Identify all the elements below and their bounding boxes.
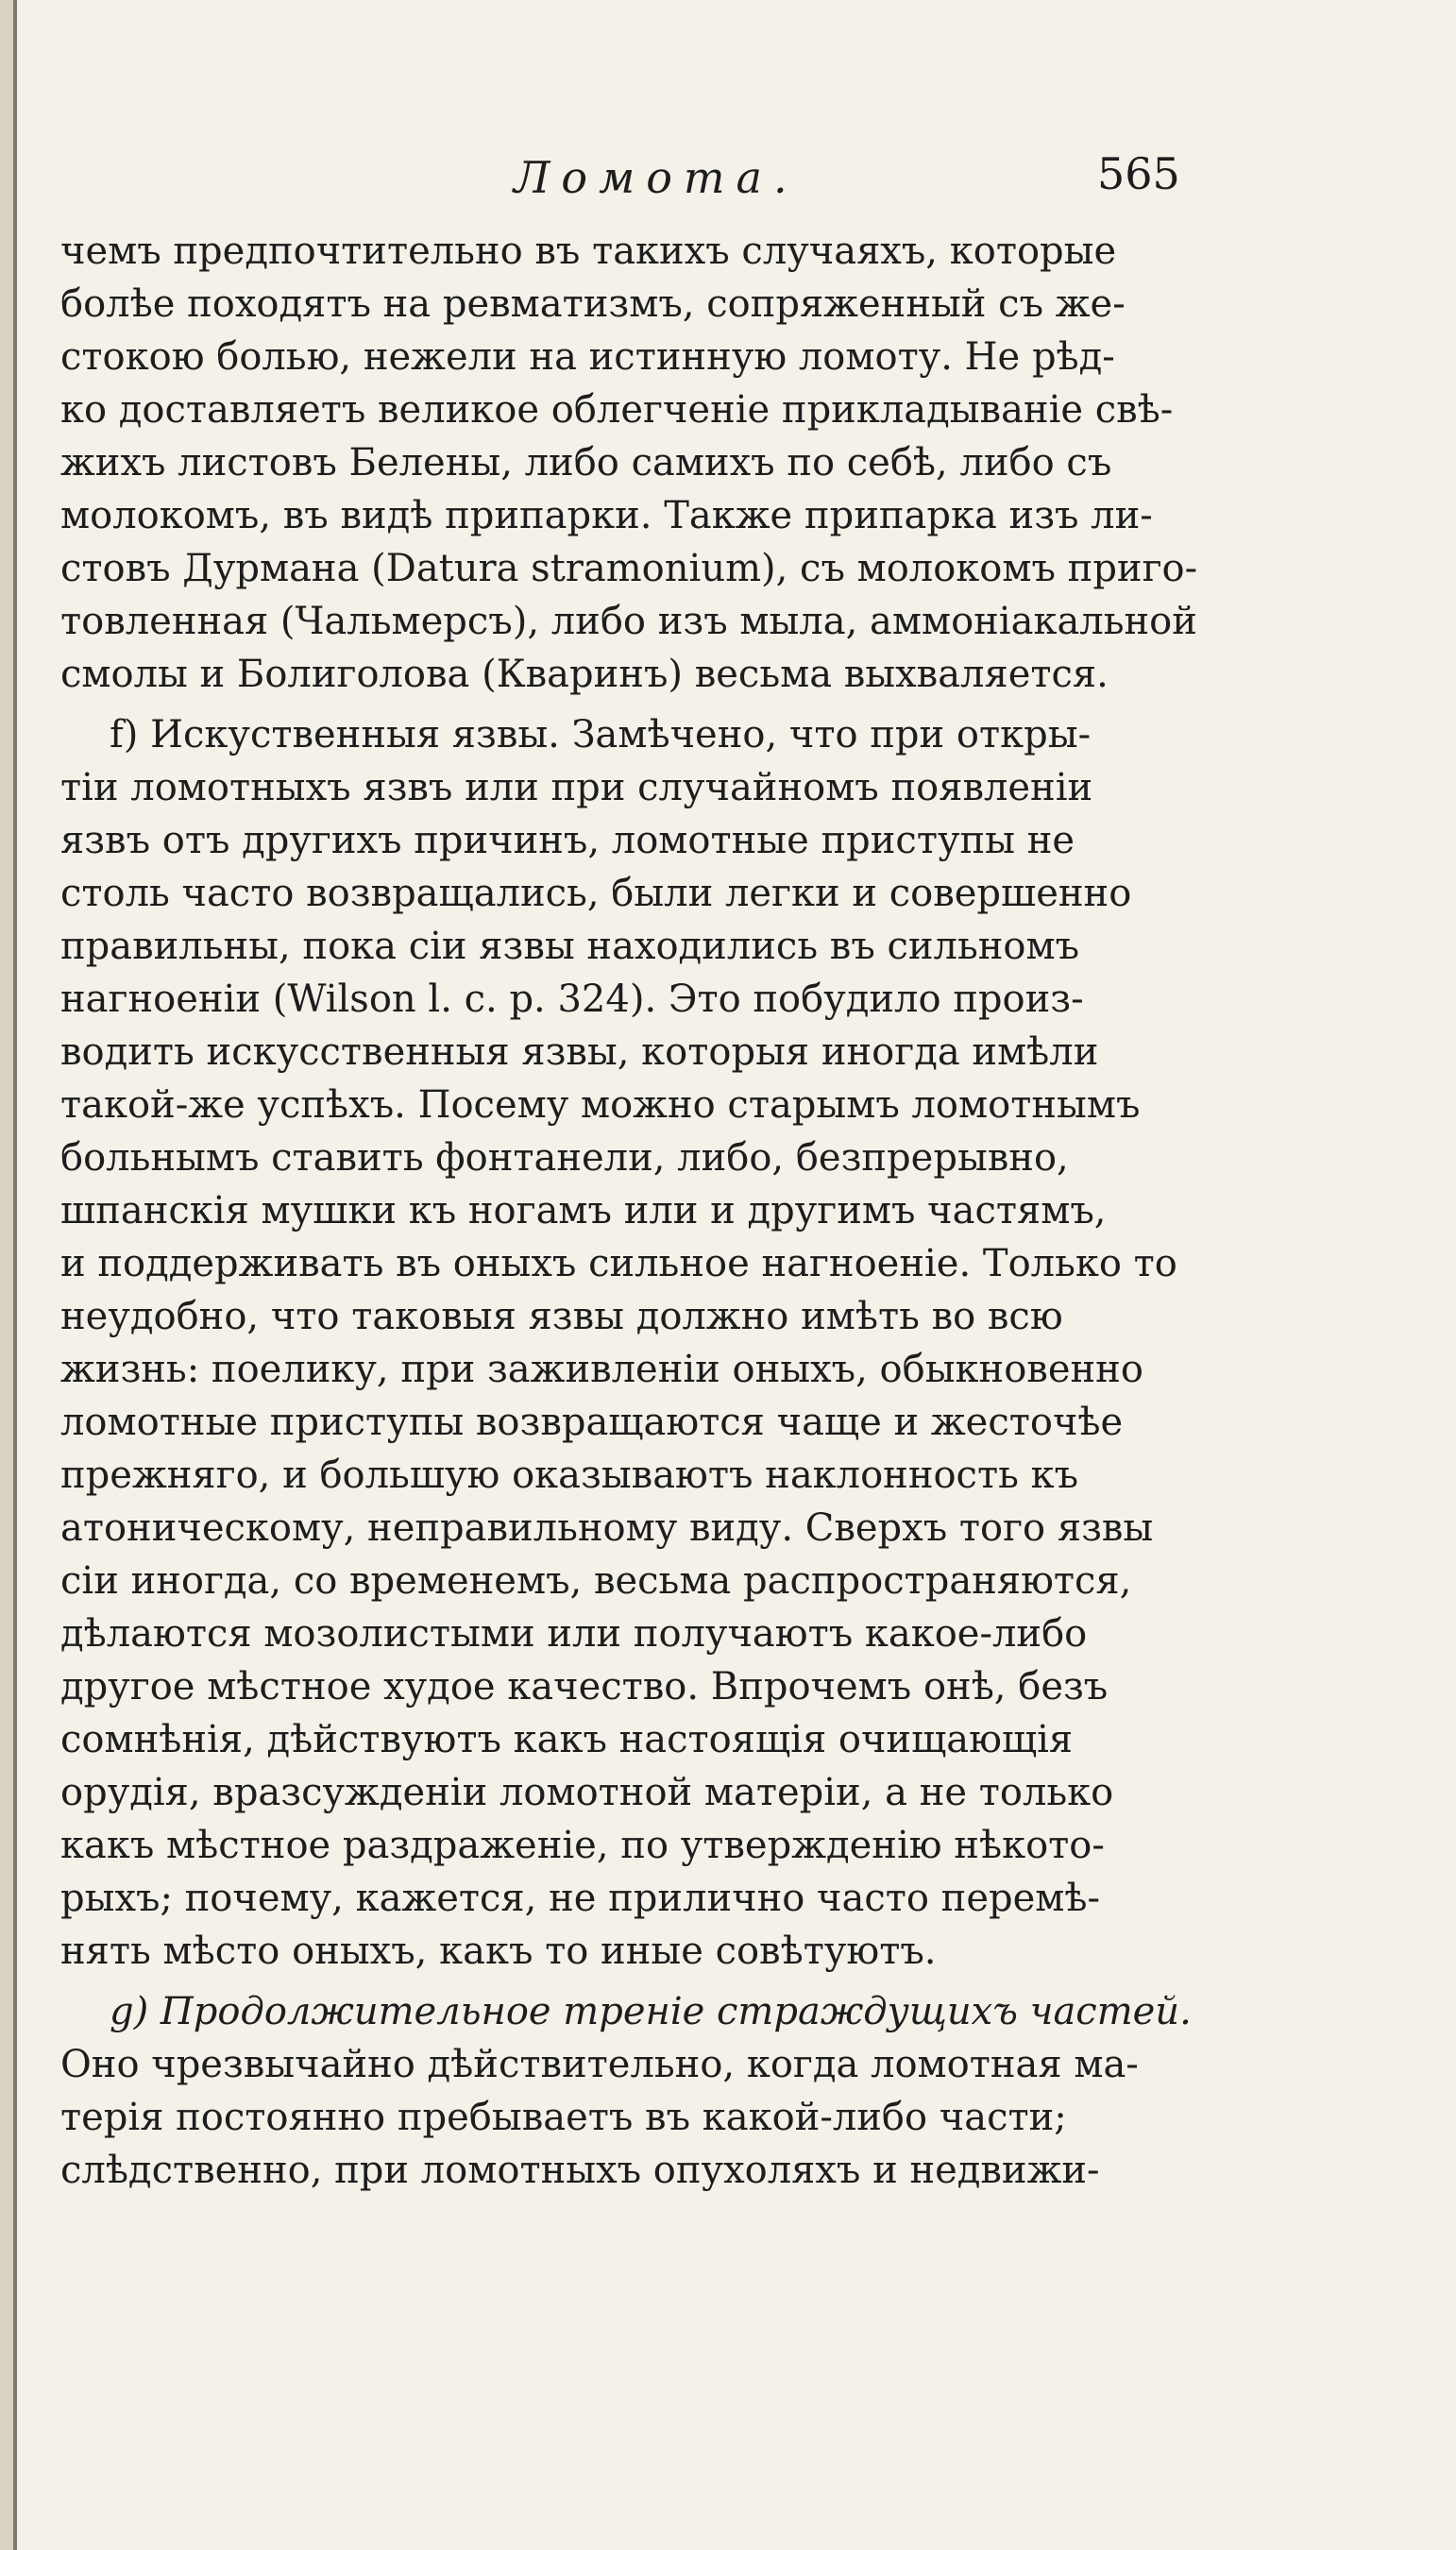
text-line-1: чемъ предпочтительно въ такихъ случаяхъ, которые (60, 230, 1117, 273)
text-line-24: прежняго, и большую оказываютъ наклонность къ (60, 1454, 1079, 1497)
text-line-17: такой-же успѣхъ. Посему можно старымъ ломотнымъ (60, 1083, 1141, 1127)
text-line-19: шпанскія мушки къ ногамъ или и другимъ частямъ, (60, 1189, 1107, 1232)
text-line-10: f) Искуственныя язвы. Замѣчено, что при откры- (110, 713, 1092, 756)
text-line-29: сомнѣнія, дѣйствуютъ какъ настоящія очищающія (60, 1718, 1074, 1761)
text-line-26: сіи иногда, со временемъ, весьма распространяются, (60, 1559, 1132, 1603)
text-line-7: стовъ Дурмана (Datura stramonium), съ молокомъ приго- (60, 547, 1198, 590)
text-line-22: жизнь: поелику, при заживленіи оныхъ, обыкновенно (60, 1348, 1143, 1391)
text-line-4: ко доставляетъ великое облегченіе прикладываніе свѣ- (60, 388, 1174, 432)
page-content (60, 132, 1198, 2197)
running-head (60, 132, 1180, 203)
text-line-5: жихъ листовъ Белены, либо самихъ по себѣ, либо съ (60, 441, 1112, 484)
text-line-33: нять мѣсто оныхъ, какъ то иные совѣтуютъ. (60, 1930, 937, 1973)
text-line-18: больнымъ ставить фонтанели, либо, безпрерывно, (60, 1136, 1069, 1180)
text-line-30: орудія, вразсужденіи ломотной матеріи, а не только (60, 1771, 1114, 1814)
text-line-20: и поддерживать въ оныхъ сильное нагноеніе. Только то (60, 1242, 1177, 1285)
text-line-32: рыхъ; почему, кажется, не прилично часто перемѣ- (60, 1877, 1101, 1920)
text-line-25: атоническому, неправильному виду. Сверхъ того язвы (60, 1506, 1154, 1550)
text-line-37: слѣдственно, при ломотныхъ опухоляхъ и недвижи- (60, 2149, 1100, 2192)
text-line-12: язвъ отъ другихъ причинъ, ломотные приступы не (60, 819, 1075, 862)
text-line-21: неудобно, что таковыя язвы должно имѣть во всю (60, 1295, 1063, 1338)
text-line-6: молокомъ, въ видѣ припарки. Также припарка изъ ли- (60, 494, 1153, 537)
text-line-3: стокою болью, нежели на истинную ломоту. Не рѣд- (60, 335, 1115, 379)
text-line-31: какъ мѣстное раздраженіе, по утвержденію нѣкото- (60, 1824, 1105, 1867)
text-line-2: болѣе походятъ на ревматизмъ, сопряженный съ же- (60, 282, 1126, 326)
text-line-8: товленная (Чальмерсъ), либо изъ мыла, аммоніакальной (60, 600, 1197, 643)
text-line-15: нагноеніи (Wilson l. c. p. 324). Это побудило произ- (60, 978, 1084, 1021)
text-line-36: терія постоянно пребываетъ въ какой-либо части; (60, 2096, 1067, 2139)
text-line-34: g) Продолжительное треніе страждущихъ частей. (110, 1990, 1192, 2033)
text-line-28: другое мѣстное худое качество. Впрочемъ онѣ, безъ (60, 1665, 1109, 1708)
page-number: 565 (1097, 148, 1180, 199)
text-line-11: тіи ломотныхъ язвъ или при случайномъ появленіи (60, 766, 1093, 809)
text-line-9: смолы и Болиголова (Кваринъ) весьма выхваляется. (60, 653, 1109, 696)
text-line-35: Оно чрезвычайно дѣйствительно, когда ломотная ма- (60, 2043, 1139, 2086)
text-line-27: дѣлаются мозолистыми или получаютъ какое-либо (60, 1612, 1088, 1656)
text-line-23: ломотные приступы возвращаются чаще и жесточѣе (60, 1401, 1124, 1444)
running-head-title: Ломота. (514, 152, 799, 203)
text-line-13: столь часто возвращались, были легки и совершенно (60, 872, 1132, 915)
text-line-16: водить искусственныя язвы, которыя иногда имѣли (60, 1030, 1099, 1074)
text-line-14: правильны, пока сіи язвы находились въ сильномъ (60, 925, 1080, 968)
